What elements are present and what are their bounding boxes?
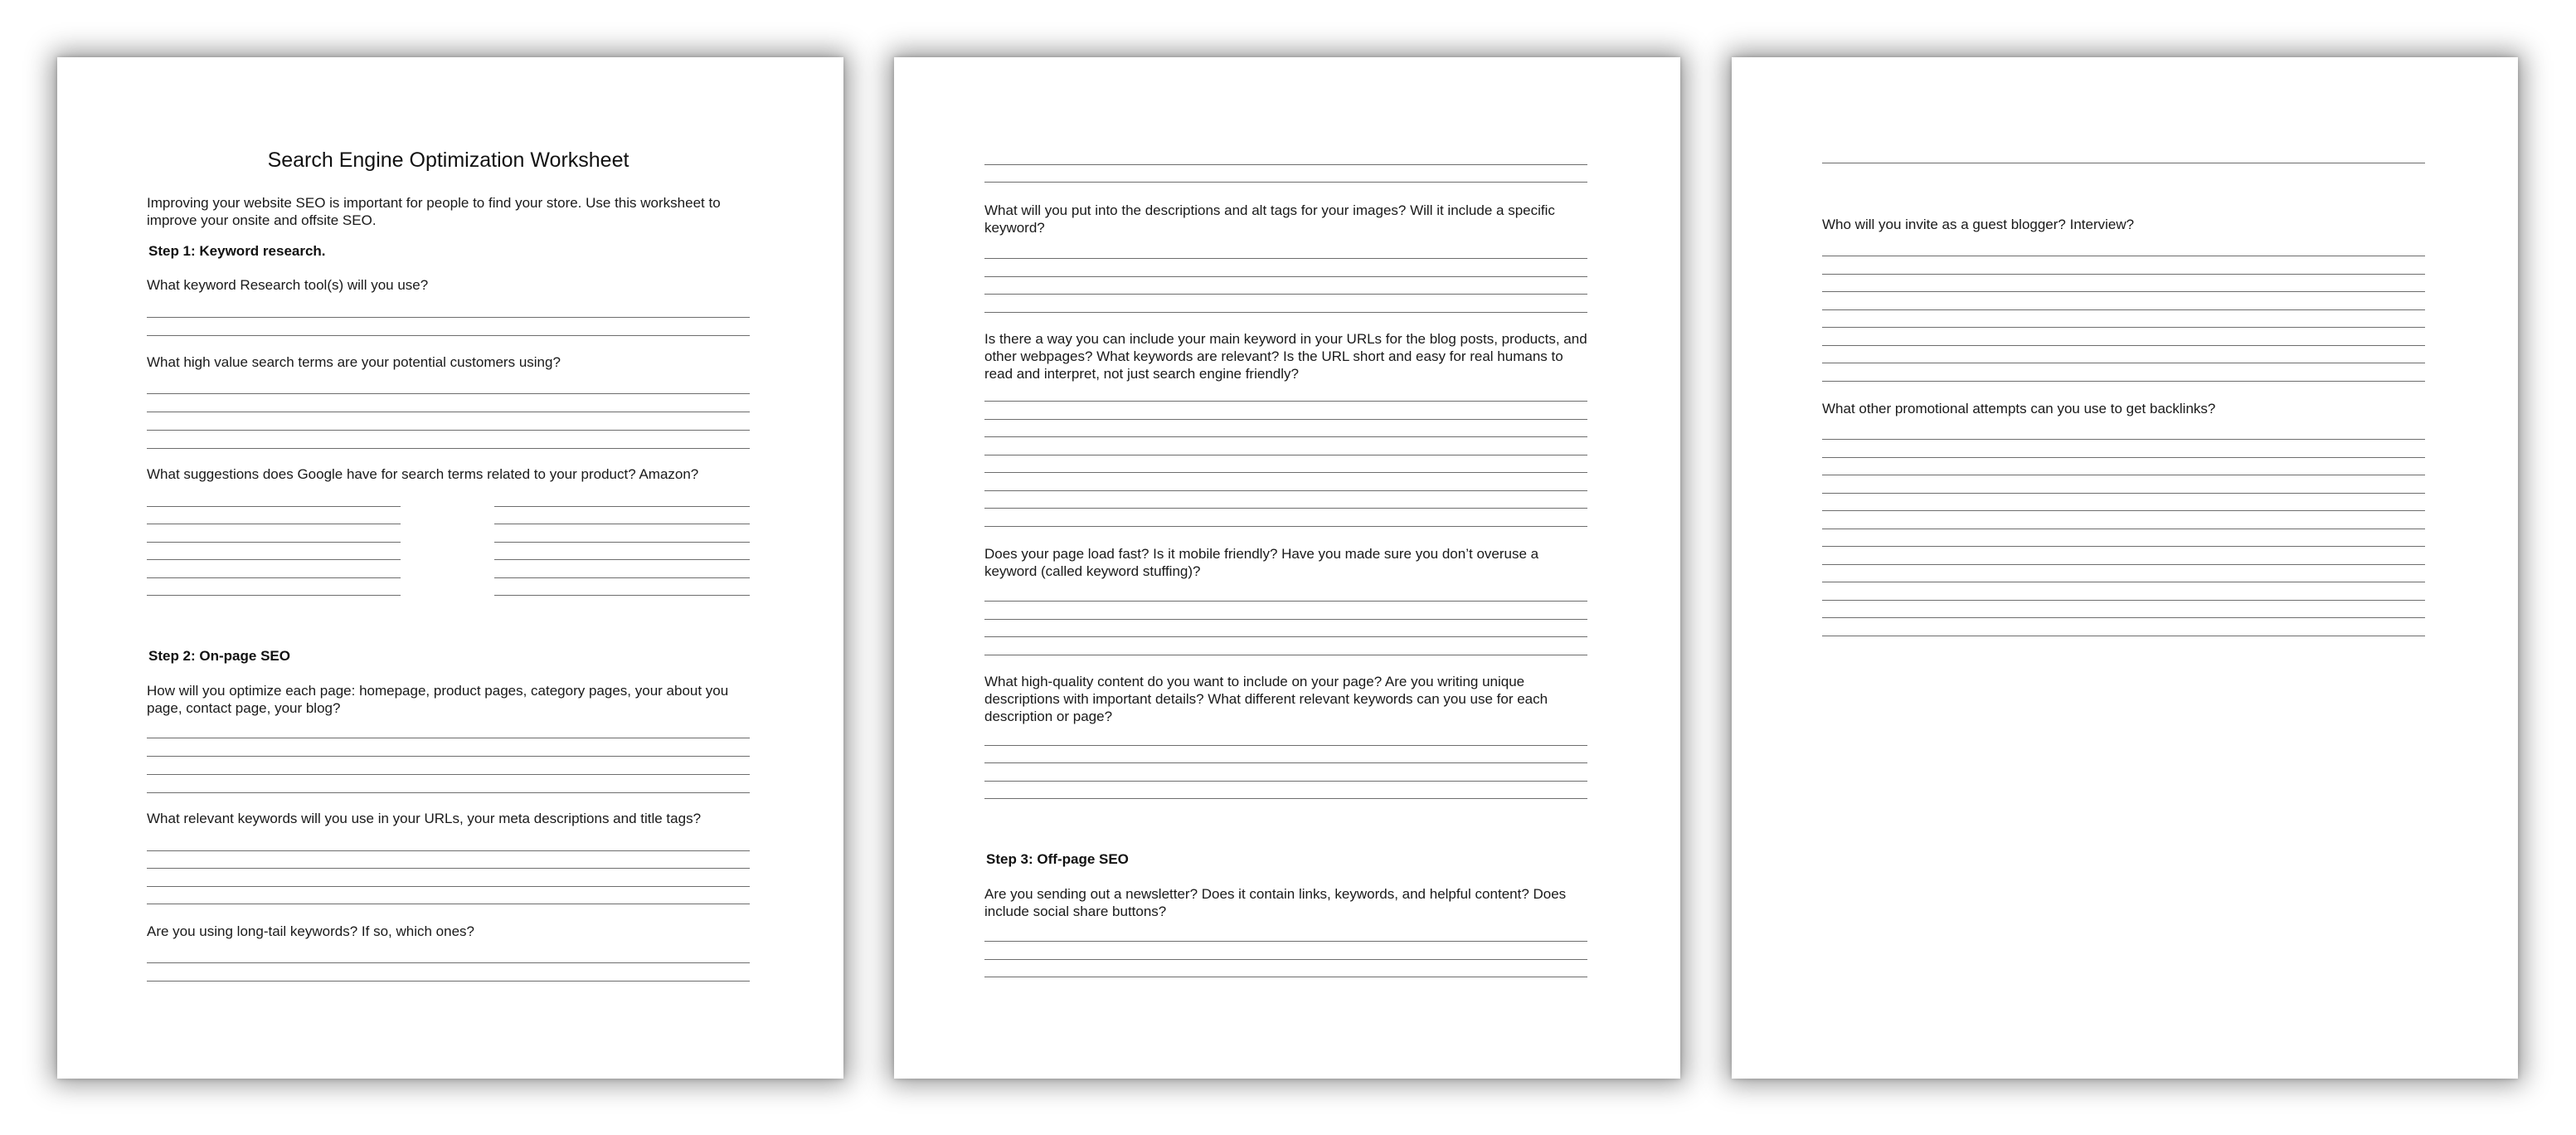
answer-line[interactable] [984, 781, 1587, 782]
answer-line[interactable] [147, 886, 750, 887]
answer-line-left[interactable] [147, 595, 401, 596]
answer-line[interactable] [1822, 457, 2425, 458]
answer-line[interactable] [1822, 327, 2425, 328]
answer-line[interactable] [1822, 564, 2425, 565]
answer-line[interactable] [984, 164, 1587, 165]
answer-line[interactable] [984, 312, 1587, 313]
answer-line[interactable] [147, 850, 750, 851]
question-high-quality-content: What high-quality content do you want to include on your page? Are you writing unique descriptions with important details? What different relevant keywords can you use for each description or page? [984, 674, 1548, 724]
answer-line[interactable] [984, 419, 1587, 420]
answer-line[interactable] [147, 774, 750, 775]
answer-line[interactable] [984, 508, 1587, 509]
question-keyword-in-urls: Is there a way you can include your main keyword in your URLs for the blog posts, products, and other webpages? What keywords are relevant? Is the URL short and easy for real humans to read and interpret, not just search engine friendly? [984, 331, 1587, 382]
answer-line[interactable] [1822, 439, 2425, 440]
question-search-terms: What high value search terms are your potential customers using? [147, 354, 561, 370]
answer-line[interactable] [147, 868, 750, 869]
answer-line-left[interactable] [147, 542, 401, 543]
answer-line[interactable] [147, 756, 750, 757]
worksheet-title: Search Engine Optimization Worksheet [267, 149, 629, 172]
answer-line[interactable] [1822, 617, 2425, 618]
question-optimize-pages: How will you optimize each page: homepage, product pages, category pages, your about you page, contact page, your blog? [147, 683, 729, 716]
step-2-heading: Step 2: On-page SEO [148, 648, 290, 664]
question-guest-blogger: Who will you invite as a guest blogger? Interview? [1822, 217, 2135, 232]
answer-line[interactable] [984, 276, 1587, 277]
answer-line[interactable] [984, 601, 1587, 602]
answer-line[interactable] [147, 448, 750, 449]
worksheet-page-2 [894, 57, 1680, 1079]
answer-line[interactable] [984, 258, 1587, 259]
answer-line-right[interactable] [494, 506, 750, 507]
question-newsletter: Are you sending out a newsletter? Does it contain links, keywords, and helpful content? Does include social share buttons? [984, 886, 1567, 919]
question-image-alt-tags: What will you put into the descriptions and alt tags for your images? Will it include a specific keyword? [984, 202, 1555, 236]
worksheet-page-1 [57, 57, 843, 1079]
answer-line[interactable] [984, 526, 1587, 527]
answer-line[interactable] [1822, 510, 2425, 511]
answer-line[interactable] [1822, 493, 2425, 494]
answer-line[interactable] [984, 745, 1587, 746]
answer-line[interactable] [984, 762, 1587, 763]
answer-line[interactable] [984, 472, 1587, 473]
answer-line[interactable] [147, 393, 750, 394]
answer-line-left[interactable] [147, 577, 401, 578]
answer-line[interactable] [147, 317, 750, 318]
question-relevant-keywords: What relevant keywords will you use in your URLs, your meta descriptions and title tags? [147, 811, 702, 826]
answer-line[interactable] [984, 941, 1587, 942]
answer-line-right[interactable] [494, 542, 750, 543]
answer-line[interactable] [147, 335, 750, 336]
answer-line[interactable] [984, 636, 1587, 637]
question-page-speed: Does your page load fast? Is it mobile friendly? Have you made sure you don’t overuse a keyword (called keyword stuffing)? [984, 546, 1539, 579]
answer-line[interactable] [1822, 274, 2425, 275]
answer-line[interactable] [147, 430, 750, 431]
step-3-heading: Step 3: Off-page SEO [986, 851, 1129, 867]
answer-line[interactable] [984, 798, 1587, 799]
intro-text: Improving your website SEO is important for people to find your store. Use this worksheet to improve your onsite and offsite SEO. [147, 195, 721, 228]
question-long-tail: Are you using long-tail keywords? If so, which ones? [147, 923, 474, 939]
answer-line[interactable] [984, 182, 1587, 183]
answer-line[interactable] [984, 619, 1587, 620]
answer-line[interactable] [984, 490, 1587, 491]
answer-line[interactable] [1822, 546, 2425, 547]
answer-line-left[interactable] [147, 506, 401, 507]
question-keyword-tools: What keyword Research tool(s) will you use? [147, 277, 429, 293]
step-1-heading: Step 1: Keyword research. [148, 243, 326, 259]
answer-line-right[interactable] [494, 559, 750, 560]
worksheet-page-3 [1732, 57, 2518, 1079]
answer-line[interactable] [1822, 381, 2425, 382]
answer-line[interactable] [1822, 291, 2425, 292]
answer-line[interactable] [1822, 600, 2425, 601]
answer-line[interactable] [1822, 309, 2425, 310]
question-promotional-backlinks: What other promotional attempts can you use to get backlinks? [1822, 401, 2216, 416]
answer-line[interactable] [147, 962, 750, 963]
answer-line-right[interactable] [494, 595, 750, 596]
answer-line[interactable] [984, 959, 1587, 960]
answer-line-left[interactable] [147, 559, 401, 560]
answer-line[interactable] [984, 401, 1587, 402]
answer-line[interactable] [147, 792, 750, 793]
answer-line-right[interactable] [494, 577, 750, 578]
answer-line[interactable] [1822, 345, 2425, 346]
question-google-suggestions: What suggestions does Google have for search terms related to your product? Amazon? [147, 466, 699, 482]
answer-line[interactable] [984, 294, 1587, 295]
answer-line[interactable] [984, 436, 1587, 437]
answer-line[interactable] [147, 981, 750, 982]
